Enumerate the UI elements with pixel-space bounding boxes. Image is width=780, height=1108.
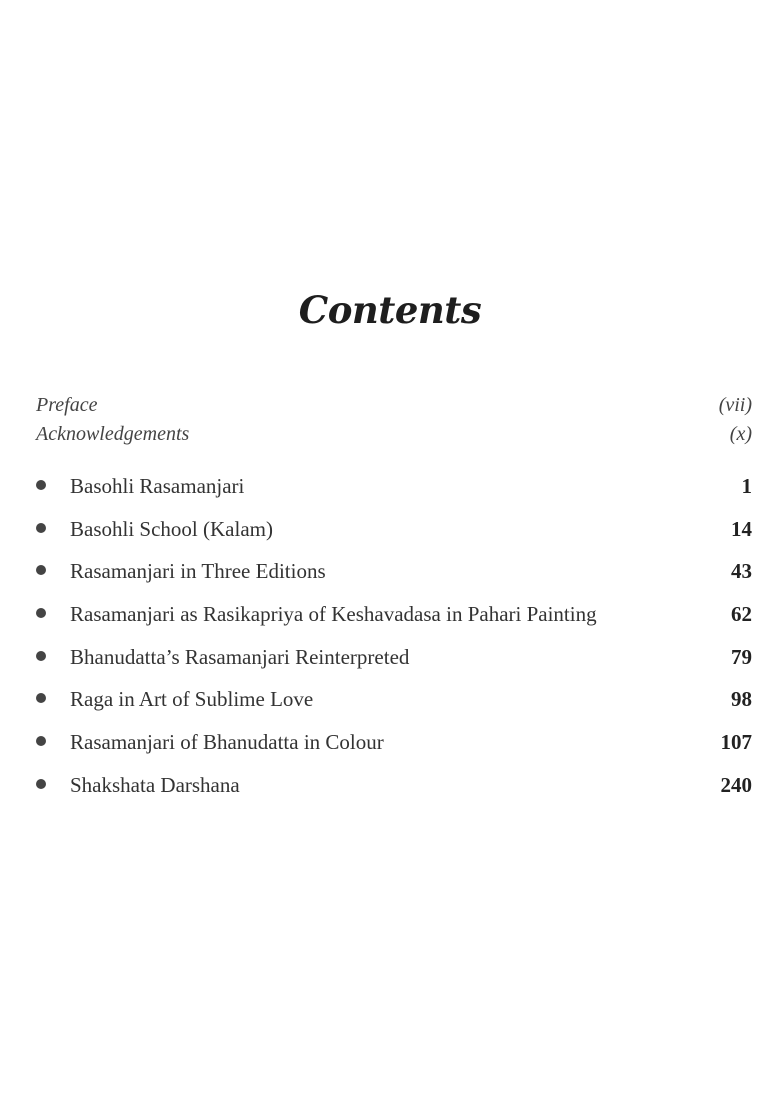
chapter-title: Shakshata Darshana (70, 772, 240, 797)
chapter-item (36, 474, 752, 517)
chapter-item (36, 517, 752, 560)
bullet-dot-icon (36, 693, 46, 703)
chapter-title: Bhanudatta’s Rasamanjari Reinterpreted (70, 644, 410, 669)
chapter-page: 79 (731, 644, 752, 669)
bullet-dot-icon (36, 480, 46, 490)
chapter-title: Basohli School (Kalam) (70, 516, 273, 541)
chapter-page: 1 (741, 474, 752, 498)
front-matter-label: Acknowledgements (36, 423, 190, 445)
chapter-page: 240 (720, 772, 752, 797)
chapter-page: 43 (731, 559, 752, 584)
chapter-title: Rasamanjari in Three Editions (70, 559, 326, 584)
chapter-item (36, 559, 752, 602)
page-title: Contents (298, 288, 482, 332)
chapter-item (36, 645, 752, 688)
chapter-page: 62 (731, 602, 752, 627)
chapter-page: 14 (731, 516, 752, 541)
chapter-item (36, 602, 752, 645)
bullet-dot-icon (36, 651, 46, 661)
bullet-dot-icon (36, 565, 46, 575)
bullet-dot-icon (36, 523, 46, 533)
front-matter-item-preface (36, 394, 752, 423)
chapter-page: 98 (731, 687, 752, 712)
chapter-item (36, 730, 752, 773)
front-matter-page: (x) (729, 423, 752, 445)
chapter-title: Basohli Rasamanjari (70, 474, 245, 498)
bullet-dot-icon (36, 608, 46, 618)
front-matter-label: Preface (36, 394, 98, 416)
chapter-item (36, 773, 752, 816)
chapter-title: Raga in Art of Sublime Love (70, 687, 314, 712)
chapter-page: 107 (720, 730, 752, 755)
front-matter-page: (vii) (718, 394, 752, 416)
chapter-title: Rasamanjari of Bhanudatta in Colour (70, 730, 384, 755)
bullet-dot-icon (36, 779, 46, 789)
chapter-title: Rasamanjari as Rasikapriya of Keshavadasa in Pahari Painting (70, 602, 597, 627)
chapter-item (36, 687, 752, 730)
front-matter-item-acknowledgements (36, 423, 752, 452)
front-matter-list (36, 394, 752, 452)
bullet-dot-icon (36, 736, 46, 746)
chapter-list (36, 474, 752, 816)
